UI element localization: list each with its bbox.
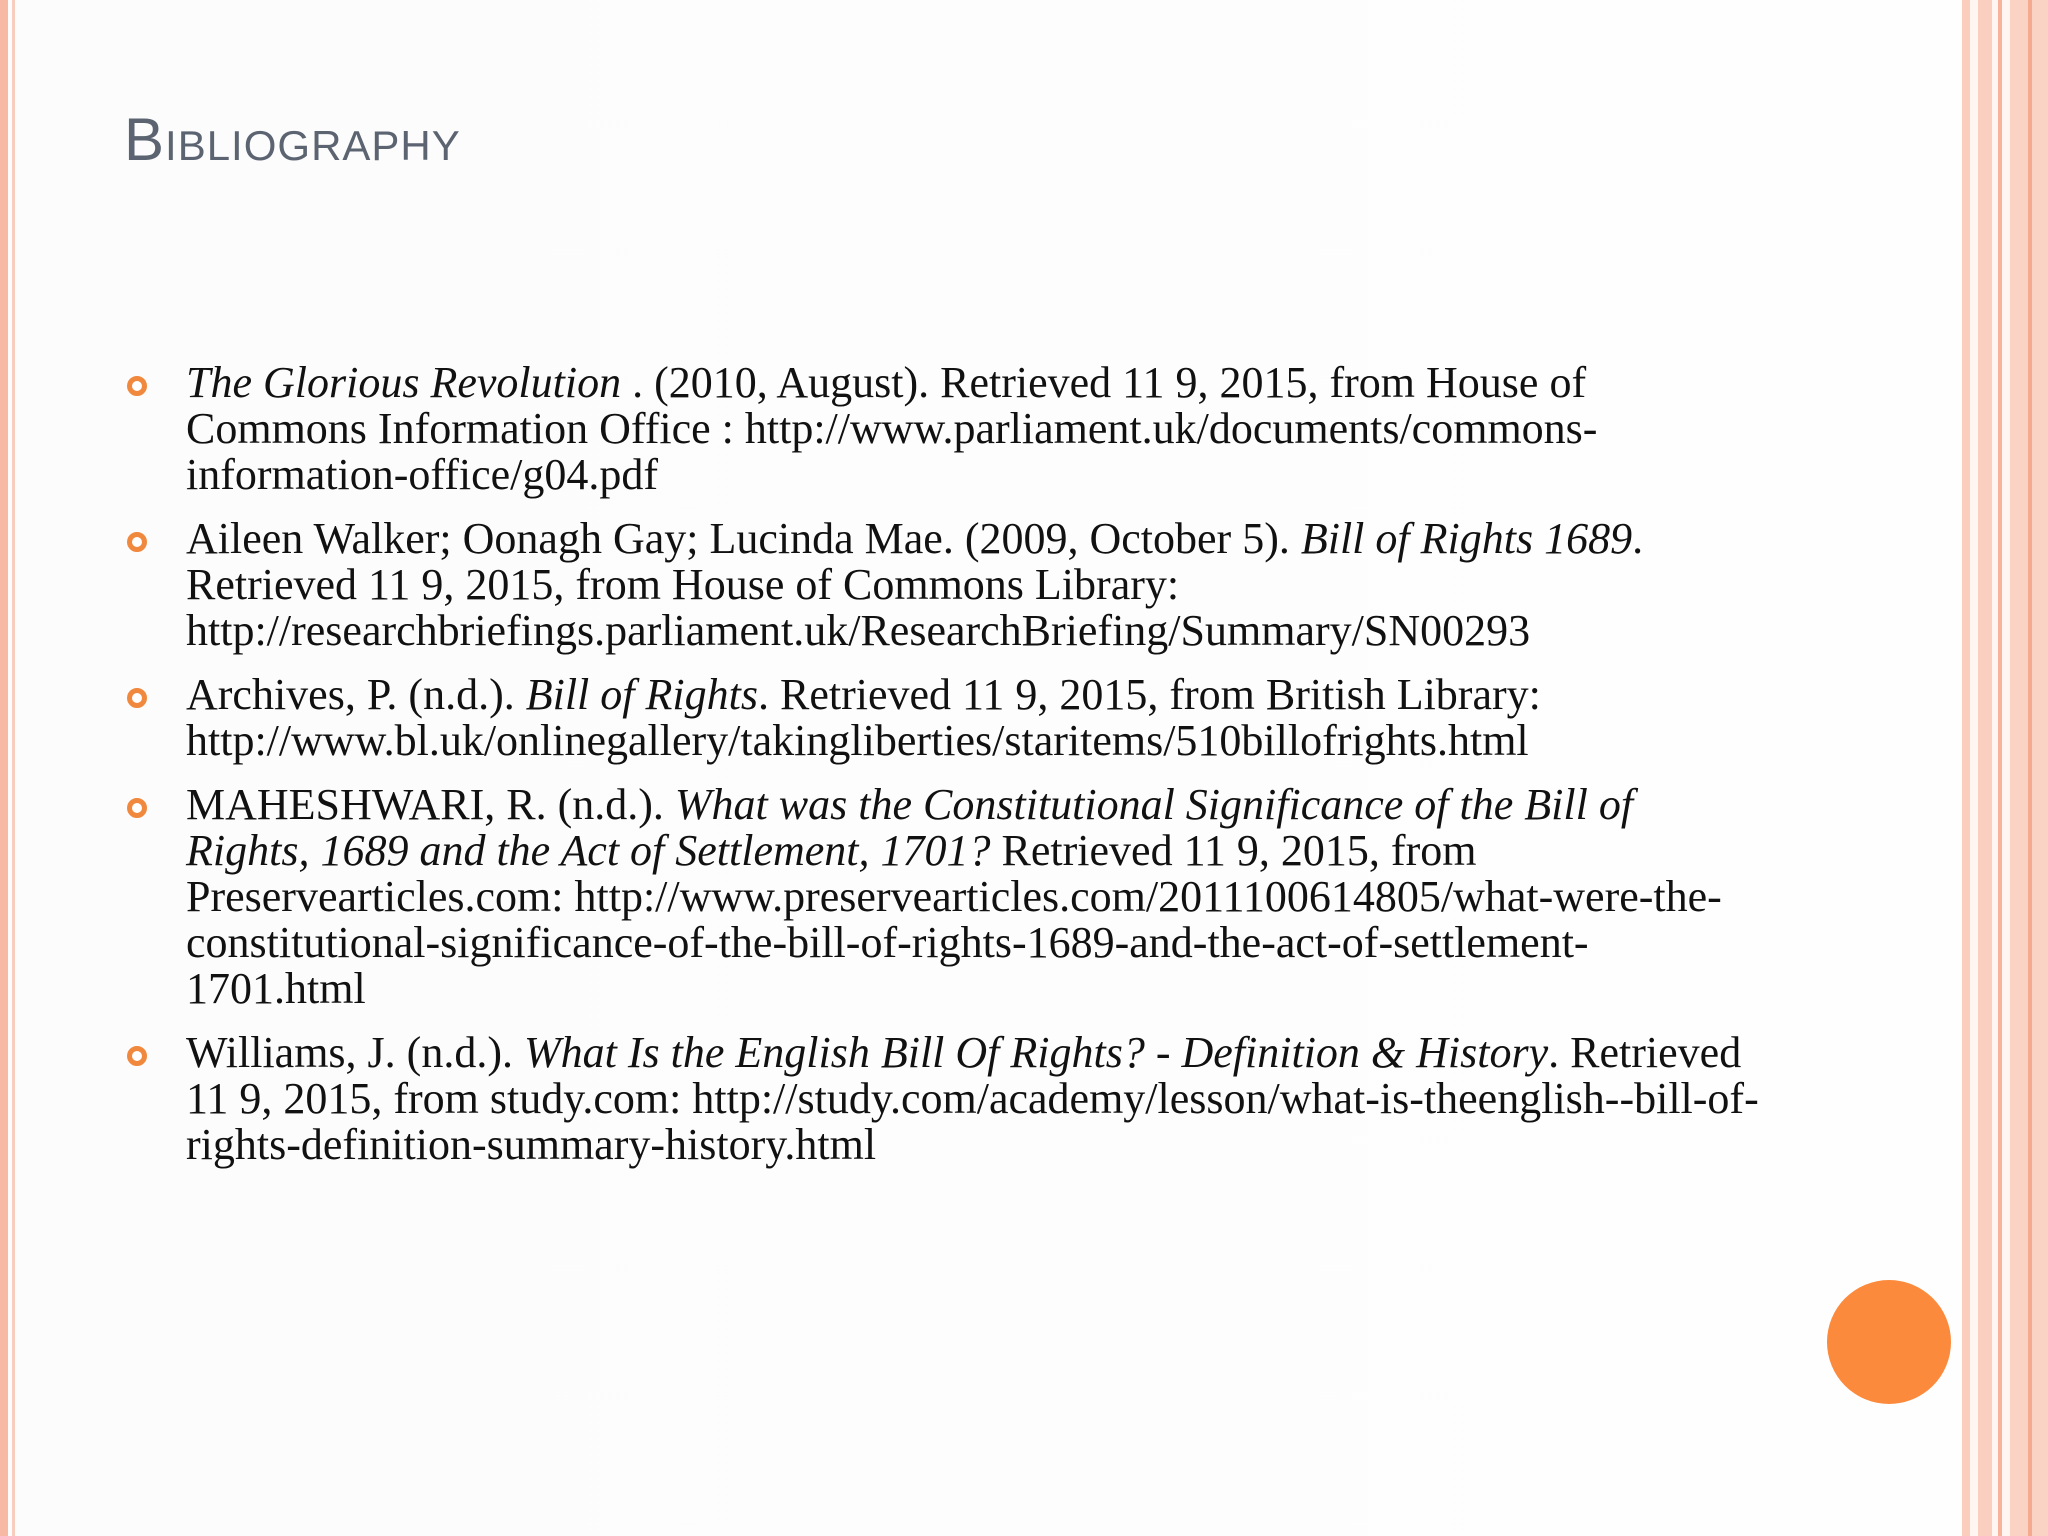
reference-item — [124, 782, 1764, 1012]
reference-title-text: Bill of Rights 1689 — [1300, 514, 1633, 563]
reference-item — [124, 516, 1764, 654]
orange-circle-button[interactable] — [1827, 1280, 1951, 1404]
reference-text: Archives, P. (n.d.). — [186, 670, 526, 719]
left-edge-stripe — [0, 0, 8, 1536]
circle-bullet-icon — [127, 798, 147, 818]
right-edge-stripe — [1962, 0, 1970, 1536]
reference-item — [124, 672, 1764, 764]
right-edge-stripe — [2028, 0, 2032, 1536]
reference-text: Retrieved 11 9, 2015, from Preservearticles.com: http://www.preservearticles.com/2011100614805/what-were-the-constitutional-significance-of-the-bill-of-rights-1689-and-the-act-of-settlement-1701.html — [186, 826, 1722, 1013]
slide-title: Bibliography — [124, 106, 461, 173]
reference-text: MAHESHWARI, R. (n.d.). — [186, 780, 675, 829]
circle-bullet-icon — [127, 376, 147, 396]
reference-text: . Retrieved 11 9, 2015, from British Library: http://www.bl.uk/onlinegallery/takingliberties/staritems/510billofrights.html — [186, 670, 1541, 765]
circle-bullet-icon — [127, 532, 147, 552]
reference-title-text: What was the Constitutional Significance of the Bill of Rights, 1689 and the Act of Settlement, 1701? — [186, 780, 1634, 875]
right-edge-stripe — [1998, 0, 2002, 1536]
reference-title-text: The Glorious Revolution — [186, 358, 622, 407]
reference-text: Aileen Walker; Oonagh Gay; Lucinda Mae. (2009, October 5). — [186, 514, 1301, 563]
left-edge-thin-stripe — [12, 0, 15, 1536]
reference-text: . Retrieved 11 9, 2015, from study.com: http://study.com/academy/lesson/what-is-theenglish--bill-of-rights-definition-summary-history.html — [186, 1028, 1759, 1169]
right-edge-stripe — [1978, 0, 1992, 1536]
reference-text: . (2010, August). Retrieved 11 9, 2015, from House of Commons Information Office : http://www.parliament.uk/documents/commons-information-office/g04.pdf — [186, 358, 1598, 499]
reference-title-text: What Is the English Bill Of Rights? - Definition & History — [523, 1028, 1549, 1077]
reference-title-text: Bill of Rights — [525, 670, 758, 719]
reference-item — [124, 1030, 1764, 1168]
circle-bullet-icon — [127, 688, 147, 708]
reference-list — [124, 360, 1764, 1186]
reference-item — [124, 360, 1764, 498]
circle-bullet-icon — [127, 1046, 147, 1066]
reference-text: Williams, J. (n.d.). — [186, 1028, 524, 1077]
reference-text: . Retrieved 11 9, 2015, from House of Commons Library: http://researchbriefings.parliament.uk/ResearchBriefing/Summary/SN00293 — [186, 514, 1644, 655]
